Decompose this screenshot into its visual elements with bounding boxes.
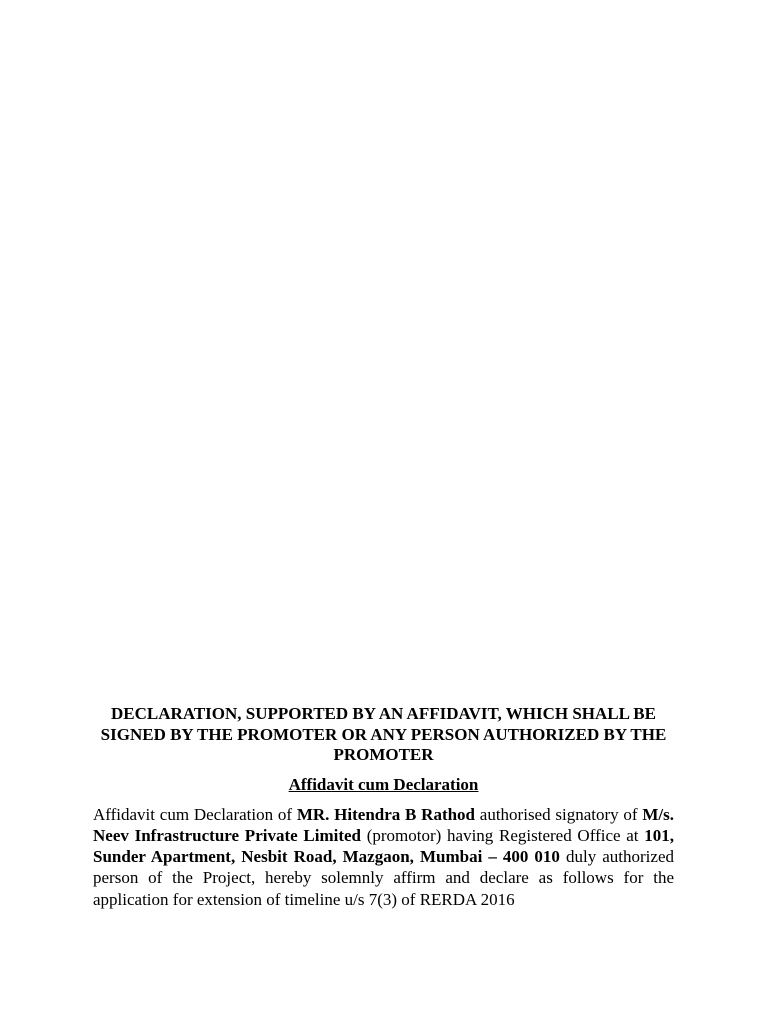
declaration-section xyxy=(93,704,674,910)
after-name-text: authorised signatory of xyxy=(475,804,643,824)
signatory-name: MR. Hitendra B Rathod xyxy=(296,804,476,824)
affidavit-paragraph xyxy=(93,804,674,910)
office-address: 101, Sunder Apartment, Nesbit Road, Mazgaon, Mumbai – 400 010 xyxy=(93,825,674,867)
closing-text: duly authorized person of the Project, hereby solemnly affirm and declare as follows for the application for extension of timeline u/s 7(3) of RERDA 2016 xyxy=(93,847,674,909)
affidavit-subheading: Affidavit cum Declaration xyxy=(288,774,479,794)
company-name: M/s. Neev Infrastructure Private Limited xyxy=(93,804,674,845)
intro-text: Affidavit cum Declaration of xyxy=(93,804,297,824)
declaration-heading: DECLARATION, SUPPORTED BY AN AFFIDAVIT, WHICH SHALL BE SIGNED BY THE PROMOTER OR ANY PERSON AUTHORIZED BY THE PROMOTER xyxy=(100,704,667,764)
after-company-text: (promotor) having Registered Office at xyxy=(361,825,645,845)
